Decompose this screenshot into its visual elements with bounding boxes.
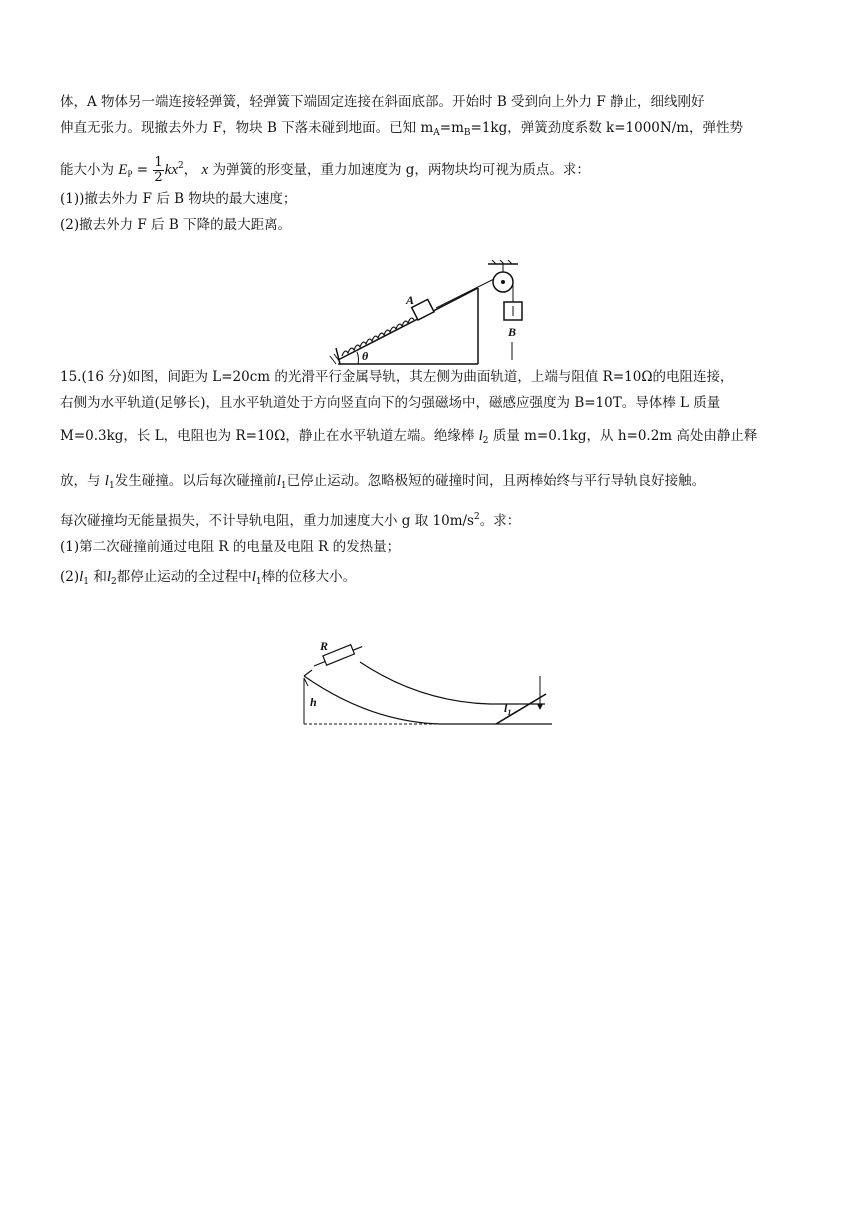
- p15-line2: 右侧为水平轨道(足够长)，且水平轨道处于方向竖直向下的匀强磁场中，磁感应强度为 B=10T。导体棒 L 质量: [60, 395, 721, 411]
- p15-question-1: (1)第二次碰撞前通过电阻 R 的电量及电阻 R 的发热量；: [60, 539, 401, 555]
- p14-line2: 伸直无张力。现撤去外力 F，物块 B 下落未碰到地面。已知 $m_A=m_B=1kg$，弹簧劲度系数 k=1000N/m，弹性势: [60, 120, 744, 138]
- p15-line1: 15.(16 分)如图，间距为 L=20cm 的光滑平行金属导轨，其左侧为曲面轨道，上端与阻值 R=10Ω的电阻连接，: [60, 369, 734, 385]
- label-theta: θ: [362, 349, 369, 363]
- label-R: R: [320, 639, 329, 653]
- p14-question-2: (2)撤去外力 F 后 B 下降的最大距离。: [60, 217, 292, 233]
- p15-line3: M=0.3kg，长 L，电阻也为 R=10Ω，静止在水平轨道左端。绝缘棒 $l_2$ 质量 m=0.1kg，从 h=0.2m 高处由静止释: [60, 428, 758, 446]
- p15-line4: 放，与 $l_1$发生碰撞。以后每次碰撞前$l_1$已停止运动。忽略极短的碰撞时间，且两棒始终与平行导轨良好接触。: [60, 473, 706, 491]
- p14-question-1: (1))撤去外力 F 后 B 物块的最大速度；: [60, 191, 297, 207]
- label-A: A: [406, 293, 415, 307]
- p15-line5: 每次碰撞均无能量损失，不计导轨电阻，重力加速度大小 g 取 $10m/s^2$。求：: [60, 512, 521, 529]
- label-h: h: [310, 695, 317, 709]
- p14-line1: 体，A 物体另一端连接轻弹簧，轻弹簧下端固定连接在斜面底部。开始时 B 受到向上外力 F 静止，细线刚好: [60, 94, 705, 110]
- page-content: [60, 92, 796, 717]
- rail-figure: [300, 632, 560, 746]
- p14-line3: 能大小为 $E_P$ = $\frac{1}{2}$ $kx^2$， x 为弹簧的形变量，重力加速度为 g，两物块均可视为质点。求：: [60, 155, 590, 185]
- label-l1: $l_1$: [504, 701, 512, 717]
- formula-energy: $E_P$: [118, 162, 133, 179]
- incline-figure: [328, 260, 528, 374]
- formula-fraction: $\frac{1}{2}$: [154, 155, 163, 185]
- p15-question-2: $(2)l_1$ 和$l_2$都停止运动的全过程中$l_1$棒的位移大小。: [60, 569, 357, 587]
- label-B: B: [508, 325, 517, 339]
